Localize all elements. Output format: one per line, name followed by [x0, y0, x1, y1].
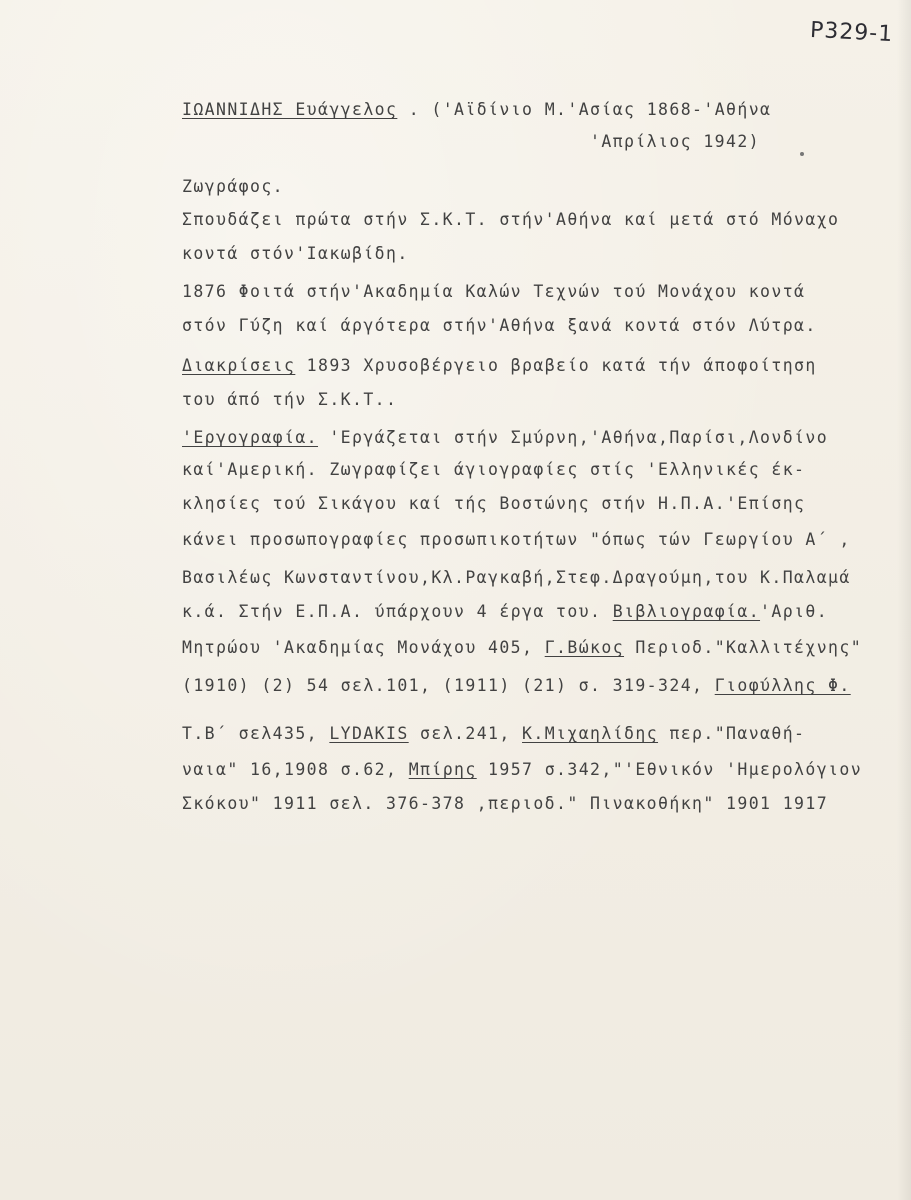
bibliography-line-3 [182, 724, 805, 743]
bibliography-text-2a: (1910) (2) 54 σελ.101, (1911) (21) σ. 319-324, [182, 676, 715, 695]
distinctions-line-1 [182, 356, 817, 375]
works-line-4: κάνει προσωπογραφίες προσωπικοτήτων "όπως τών Γεωργίου Α΄ , [182, 530, 851, 549]
distinctions-text-1: 1893 Χρυσοβέργειο βραβείο κατά τήν άποφοίτηση [295, 356, 817, 375]
training-line-1: 1876 Φοιτά στήν'Ακαδημία Καλών Τεχνών τού Μονάχου κοντά [182, 282, 806, 301]
reference-number: Ρ329-1 [809, 17, 894, 48]
works-text-6: κ.ά. Στήν Ε.Π.Α. ύπάρχουν 4 έργα του. [182, 602, 613, 621]
page-edge-shadow [897, 0, 911, 1200]
life-dates-1: . ('Αϊδίνιο Μ.'Ασίας 1868-'Αθήνα [408, 100, 772, 119]
bibliography-author-3: LYDAKIS [329, 724, 409, 743]
artist-name: ΙΩΑΝΝΙΔΗΣ Ευάγγελος [182, 100, 398, 119]
profession: Ζωγράφος. [182, 177, 285, 196]
studies-line-1: Σπουδάζει πρώτα στήν Σ.Κ.Τ. στήν'Αθήνα καί μετά στό Μόναχο [182, 210, 840, 229]
works-line-3: κλησίες τού Σικάγου καί τής Βοστώνης στήν Η.Π.Α.'Επίσης [182, 494, 806, 513]
bibliography-text-1b: Περιοδ."Καλλιτέχνης" [624, 638, 863, 657]
bibliography-author-4: Κ.Μιχαηλίδης [522, 724, 659, 743]
works-line-5: Βασιλέως Κωνσταντίνου,Κλ.Ραγκαβή,Στεφ.Δραγούμη,του Κ.Παλαμά [182, 568, 851, 587]
bibliography-text-0: 'Αριθ. [760, 602, 829, 621]
bibliography-text-4a: ναια" 16,1908 σ.62, [182, 760, 409, 779]
header-line-1 [182, 100, 771, 119]
works-line-1 [182, 428, 828, 447]
bibliography-author-2: Γιοφύλλης Φ. [714, 676, 851, 695]
bibliography-text-3c: περ."Παναθή- [658, 724, 806, 743]
ink-mark [800, 152, 804, 156]
bibliography-text-4b: 1957 σ.342,"'Εθνικόν 'Ημερολόγιον [476, 760, 863, 779]
training-line-2: στόν Γύζη καί άργότερα στήν'Αθήνα ξανά κοντά στόν Λύτρα. [182, 316, 817, 335]
bibliography-text-3b: σελ.241, [408, 724, 523, 743]
bibliography-author-5: Μπίρης [408, 760, 477, 779]
distinctions-label: Διακρίσεις [182, 356, 296, 375]
works-line-2: καί'Αμερική. Ζωγραφίζει άγιογραφίες στίς 'Ελληνικές έκ- [182, 460, 806, 479]
bibliography-author-1: Γ.Βώκος [544, 638, 625, 657]
works-line-6 [182, 602, 828, 621]
life-dates-2: 'Απρίλιος 1942) [590, 132, 761, 151]
bibliography-text-3a: Τ.Β΄ σελ435, [182, 724, 330, 743]
bibliography-label: Βιβλιογραφία. [612, 602, 761, 621]
bibliography-line-5: Σκόκου" 1911 σελ. 376-378 ,περιοδ." Πινακοθήκη" 1901 1917 [182, 794, 829, 813]
bibliography-line-4 [182, 760, 862, 779]
works-label: 'Εργογραφία. [182, 428, 319, 447]
works-text-1: 'Εργάζεται στήν Σμύρνη,'Αθήνα,Παρίσι,Λονδίνο [318, 428, 829, 447]
studies-line-2: κοντά στόν'Ιακωβίδη. [182, 244, 409, 263]
bibliography-line-2 [182, 676, 851, 695]
bibliography-line-1 [182, 638, 862, 657]
distinctions-line-2: του άπό τήν Σ.Κ.Τ.. [182, 390, 398, 409]
bibliography-text-1a: Μητρώου 'Ακαδημίας Μονάχου 405, [182, 638, 545, 657]
